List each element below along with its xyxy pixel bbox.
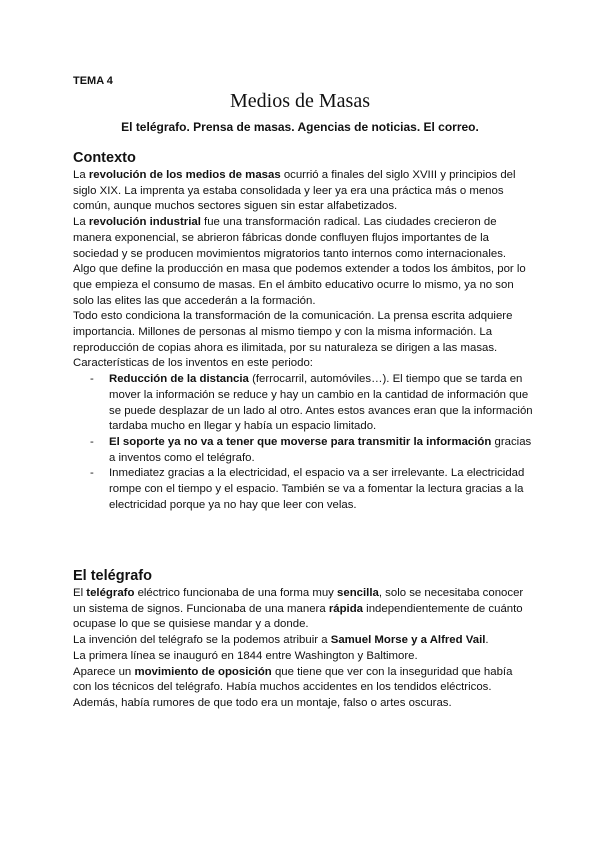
paragraph: Características de los inventos en este periodo: — [73, 357, 313, 370]
list-item: - El soporte ya no va a tener que moverse para transmitir la información gracias a inventos como el telégrafo. — [90, 435, 532, 464]
paragraph: La revolución industrial fue una transformación radical. Las ciudades crecieron de manera exponencial, se abrieron fábricas donde confluyen flujos importantes de la sociedad y se producen movimientos migratorios tanto internos como internacionales. — [73, 216, 507, 260]
paragraph: El telégrafo eléctrico funcionaba de una forma muy sencilla, solo se necesitaba conocer un sistema de signos. Funcionaba de una manera rápida independientemente de cuánto ocupase lo que se quisiese mandar y a donde. — [73, 587, 524, 631]
paragraph: La primera línea se inauguró en 1844 entre Washington y Baltimore. — [73, 649, 418, 662]
list-item: - Reducción de la distancia (ferrocarril, automóviles…). El tiempo que se tarda en mover la información se reduce y hay un cambio en la cantidad de información que se puede desplazar de un lado al otro. Antes estos avances eran que la información tardaba mucho en llegar y había un espacio limitado. — [90, 373, 533, 433]
telegrafo-section — [73, 586, 533, 712]
document-subtitle: El telégrafo. Prensa de masas. Agencias de noticias. El correo. — [121, 120, 479, 134]
bullet-list — [73, 372, 533, 513]
list-item: - Inmediatez gracias a la electricidad, el espacio va a ser irrelevante. La electricidad rompe con el tiempo y el espacio. También se va a fomentar la lectura gracias a la electricidad porque ya no hay que leer con velas. — [90, 467, 525, 511]
paragraph: La invención del telégrafo se la podemos atribuir a Samuel Morse y a Alfred Vail. — [73, 634, 489, 647]
contexto-section — [73, 168, 533, 513]
paragraph: Todo esto condiciona la transformación de la comunicación. La prensa escrita adquiere importancia. Millones de personas al mismo tiempo y con la misma información. La reproducción de copias ahora es ilimitada, por su naturaleza se dirigen a las masas. — [73, 310, 513, 354]
paragraph: Algo que define la producción en masa que podemos extender a todos los ámbitos, por lo que empieza el consumo de masas. En el ámbito educativo ocurre lo mismo, ya no son solo las elites las que accederán a la formación. — [73, 263, 526, 307]
document-title: Medios de Masas — [230, 90, 370, 112]
paragraph: Aparece un movimiento de oposición que tiene que ver con la inseguridad que había con los técnicos del telégrafo. Había muchos accidentes en los tendidos eléctricos. Además, había rumores de que todo era un montaje, falso o artes oscuras. — [73, 665, 513, 709]
unit-label: TEMA 4 — [73, 75, 113, 87]
heading-telegrafo: El telégrafo — [73, 568, 152, 584]
paragraph: La revolución de los medios de masas ocurrió a finales del siglo XVIII y principios del siglo XIX. La imprenta ya estaba consolidada y leer ya era una práctica más o menos común, aunque muchos sectores siguen sin estar alfabetizados. — [73, 169, 516, 213]
heading-contexto: Contexto — [73, 150, 136, 166]
